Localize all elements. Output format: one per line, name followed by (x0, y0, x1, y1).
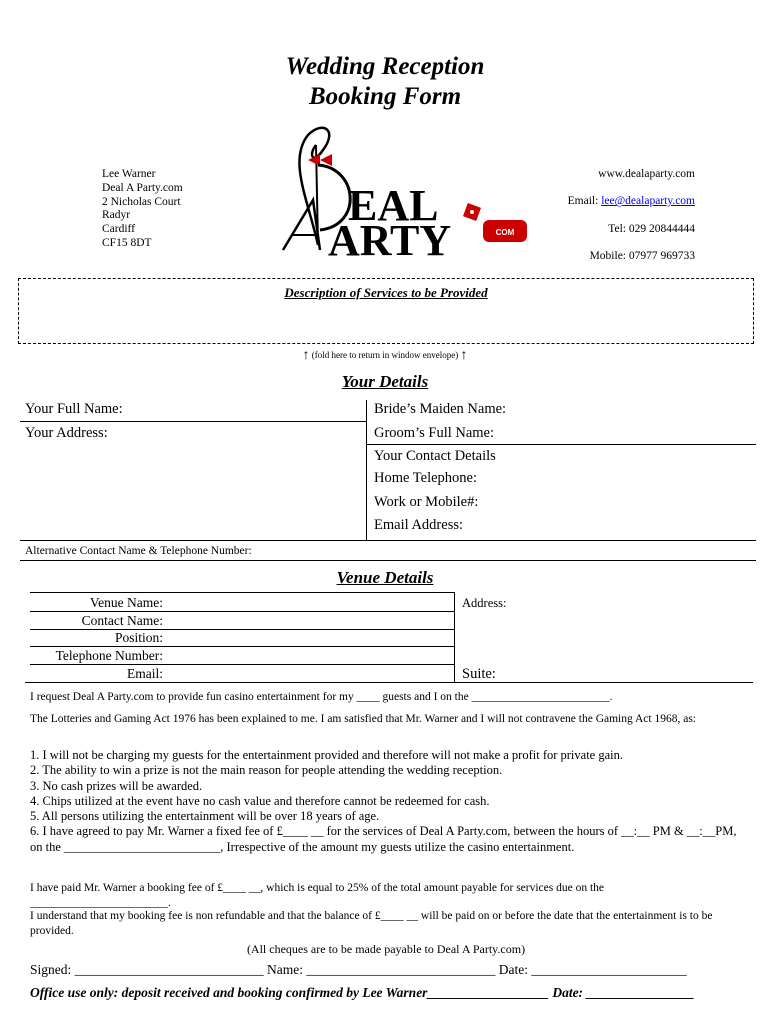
groom-name-field[interactable] (367, 444, 756, 445)
venue-telephone-field[interactable] (30, 664, 454, 665)
your-details-heading: Your Details (341, 372, 429, 391)
details-divider (366, 400, 367, 540)
groom-name-label: Groom’s Full Name: (374, 425, 495, 441)
venue-address-label: Address: (462, 596, 507, 610)
office-use-line: Office use only: deposit received and booking confirmed by Lee Warner__________________ Date: ________________ (30, 985, 695, 1000)
mobile: Mobile: 07977 969733 (589, 249, 695, 262)
cheques-note: (All cheques are to be made payable to Deal A Party.com) (246, 942, 526, 956)
telephone: Tel: 029 20844444 (608, 222, 695, 235)
form-title-line-2: Booking Form (308, 83, 462, 110)
work-mobile-label: Work or Mobile#: (374, 494, 479, 510)
venue-telephone-label: Telephone Number: (55, 648, 163, 663)
details-bottom-rule (20, 540, 756, 541)
sender-city: Cardiff (102, 223, 136, 236)
logo-word-eal: EAL (348, 181, 439, 230)
request-line: I request Deal A Party.com to provide fun casino entertainment for my ____ guests and I on the ________________________. (30, 691, 613, 703)
contact-details-label: Your Contact Details (374, 448, 496, 464)
description-heading: Description of Services to be Provided (284, 285, 488, 300)
email-link[interactable]: lee@dealaparty.com (601, 195, 695, 208)
venue-position-field[interactable] (30, 646, 454, 647)
form-title-line-1: Wedding Reception (285, 53, 485, 80)
condition-item: 3. No cash prizes will be awarded. (30, 778, 203, 793)
sender-address (102, 168, 183, 251)
signature-line[interactable]: Signed: ____________________________ Name: ____________________________ Date: _______________________ (30, 962, 687, 977)
condition-item: 5. All persons utilizing the entertainment will be over 18 years of age. (30, 809, 380, 824)
sender-postcode: CF15 8DT (102, 236, 152, 249)
maiden-name-label: Bride’s Maiden Name: (374, 401, 507, 417)
sender-street: 2 Nicholas Court (102, 195, 181, 208)
venue-details-heading: Venue Details (336, 568, 434, 587)
condition-item: 1. I will not be charging my guests for the entertainment provided and therefore will not make a profit for private gain. (30, 748, 623, 762)
venue-bottom-rule (25, 682, 753, 683)
email-address-label: Email Address: (374, 517, 464, 533)
alt-contact-label: Alternative Contact Name & Telephone Number: (25, 545, 252, 557)
sender-locality: Radyr (102, 209, 131, 222)
email-line (568, 195, 695, 222)
description-of-services-box[interactable] (18, 278, 754, 344)
non-refundable-statement: I understand that my booking fee is non refundable and that the balance of £____ __ will be paid on or before the date that the entertainment is to be provided. (30, 910, 713, 937)
conditions-list (30, 748, 742, 855)
logo-dot-com: COM (495, 228, 515, 237)
alt-contact-field[interactable] (20, 560, 756, 561)
sender-name: Lee Warner (102, 168, 156, 180)
email-label: Email: (567, 195, 602, 208)
condition-item: 6. I have agreed to pay Mr. Warner a fixed fee of £____ __ for the services of Deal A Party.com, between the hours of __:__ PM & __:__PM, on the _________________________, Irrespective of the amount my guests utilize the casino entertainment. (30, 824, 737, 854)
venue-contact-label: Contact Name: (81, 613, 163, 628)
venue-top-rule (30, 592, 454, 593)
up-arrow-icon: ↑ (460, 348, 468, 363)
venue-suite-label: Suite: (462, 666, 496, 682)
condition-item: 2. The ability to win a prize is not the main reason for people attending the wedding reception. (30, 763, 503, 778)
gaming-act-statement: The Lotteries and Gaming Act 1976 has been explained to me. I am satisfied that Mr. Warner and I will not contravene the Gaming Act 1968, as: (30, 713, 697, 725)
deal-a-party-logo (278, 120, 528, 260)
venue-name-field[interactable] (30, 611, 454, 612)
venue-position-label: Position: (114, 630, 163, 645)
up-arrow-icon: ↑ (302, 348, 310, 363)
address-label: Your Address: (25, 425, 108, 441)
sender-company: Deal A Party.com (102, 181, 183, 194)
venue-email-label: Email: (127, 666, 163, 681)
contact-block (568, 168, 695, 277)
website: www.dealaparty.com (598, 168, 695, 180)
booking-fee-statement: I have paid Mr. Warner a booking fee of £____ __, which is equal to 25% of the total amount payable for services due on the ________________________. (30, 882, 605, 909)
home-telephone-label: Home Telephone: (374, 470, 478, 486)
full-name-field[interactable] (20, 421, 367, 422)
full-name-label: Your Full Name: (25, 401, 123, 417)
condition-item: 4. Chips utilized at the event have no cash value and therefore cannot be redeemed for cash. (30, 793, 490, 808)
fold-note-text: (fold here to return in window envelope) (311, 350, 459, 361)
venue-name-label: Venue Name: (89, 595, 163, 610)
fold-note (0, 348, 770, 364)
venue-divider (454, 592, 455, 682)
logo-word-arty: ARTY (328, 216, 452, 260)
